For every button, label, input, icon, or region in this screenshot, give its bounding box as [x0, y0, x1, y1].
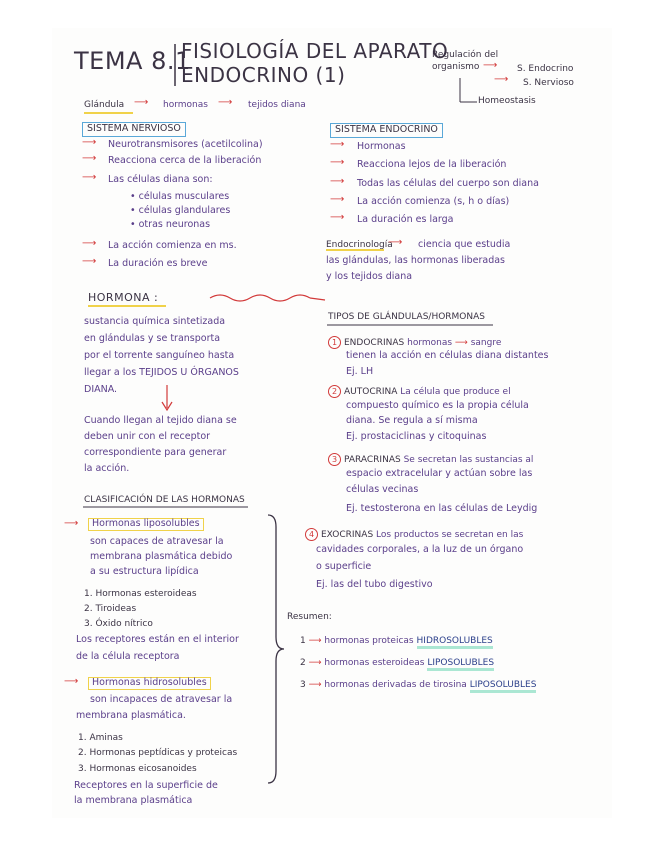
resumen-row: 2 ⟶ hormonas esteroideas LIPOSOLUBLES — [300, 658, 494, 668]
endocrino-item: Hormonas — [357, 141, 406, 152]
hormona-heading: HORMONA : — [88, 291, 159, 304]
arrow-icon: ⟶ — [218, 97, 233, 108]
hormona-def: DIANA. — [84, 384, 118, 395]
arrow-icon: ⟶ — [82, 153, 97, 164]
tema-number: TEMA 8.1 — [74, 47, 191, 75]
title-line2: ENDOCRINO (1) — [181, 63, 346, 87]
lipo-desc: a su estructura lipídica — [90, 566, 199, 577]
arrow-icon: ⟶ — [330, 176, 345, 187]
endo-def: y los tejidos diana — [326, 271, 413, 282]
lipo-list: 3. Óxido nítrico — [84, 619, 153, 629]
arrow-icon: ⟶ — [483, 60, 498, 71]
hormona-def2: la acción. — [84, 463, 130, 474]
chain-tejidos: tejidos diana — [248, 100, 306, 110]
nervioso-item: Las células diana son: — [108, 174, 213, 185]
tipo-desc: espacio extracelular y actúan sobre las — [346, 468, 533, 479]
chain-glandula: Glándula — [84, 100, 125, 110]
tipo-endocrinas: 1 ENDOCRINAS hormonas ⟶ sangre — [328, 336, 501, 349]
tipo-example: Ej. testosterona en las células de Leydig — [346, 503, 538, 514]
endocrino-item: La acción comienza (s, h o días) — [357, 196, 510, 207]
arrow-icon: ⟶ — [64, 518, 79, 529]
nervioso-item2: La duración es breve — [108, 258, 208, 269]
hidro-rec: Receptores en la superficie de — [74, 780, 218, 791]
hidro-desc: son incapaces de atravesar la — [90, 694, 233, 705]
hidro-rec: la membrana plasmática — [74, 795, 193, 806]
lipo-desc: membrana plasmática debido — [90, 551, 233, 562]
arrow-icon: ⟶ — [82, 238, 97, 249]
hormona-def: sustancia química sintetizada — [84, 316, 226, 327]
nervioso-item: Reacciona cerca de la liberación — [108, 155, 262, 166]
tipo-exocrinas: 4 EXOCRINAS Los productos se secretan en las — [305, 528, 523, 541]
arrow-icon: ⟶ — [494, 74, 509, 85]
tipo-desc: o superficie — [316, 561, 372, 572]
classification-brace — [268, 515, 284, 783]
tipo-example: Ej. las del tubo digestivo — [316, 579, 433, 590]
regulacion-line2: organismo — [432, 62, 480, 72]
regulacion-sub2: S. Nervioso — [523, 78, 574, 88]
endocrino-item: La duración es larga — [357, 214, 454, 225]
hormona-def2: Cuando llegan al tejido diana se — [84, 415, 237, 426]
tipo-autocrina: 2 AUTOCRINA La célula que produce el — [328, 385, 511, 398]
homeostasis: Homeostasis — [478, 96, 536, 106]
lipo-label: Hormonas liposolubles — [88, 518, 204, 531]
hormona-def2: deben unir con el receptor — [84, 431, 211, 442]
regulacion-sub1: S. Endocrino — [517, 64, 574, 74]
chain-hormonas: hormonas — [163, 100, 208, 110]
arrow-icon: ⟶ — [388, 237, 403, 248]
arrow-icon: ⟶ — [82, 137, 97, 148]
arrow-icon: ⟶ — [82, 172, 97, 183]
arrow-icon: ⟶ — [330, 212, 345, 223]
clasif-heading: CLASIFICACIÓN DE LAS HORMONAS — [84, 495, 245, 505]
lipo-rec: Los receptores están en el interior — [76, 634, 239, 645]
tipo-desc: tienen la acción en células diana distantes — [346, 350, 549, 361]
arrow-icon: ⟶ — [330, 194, 345, 205]
endocrino-item: Reacciona lejos de la liberación — [357, 159, 507, 170]
nervioso-sub: • otras neuronas — [130, 219, 211, 230]
tipos-heading: TIPOS DE GLÁNDULAS/HORMONAS — [328, 312, 485, 322]
title-line1: FISIOLOGÍA DEL APARATO — [181, 39, 449, 63]
tipo-desc: células vecinas — [346, 484, 419, 495]
resumen-row: 1 ⟶ hormonas proteicas HIDROSOLUBLES — [300, 636, 493, 646]
resumen-row: 3 ⟶ hormonas derivadas de tirosina LIPOSOLUBLES — [300, 680, 536, 690]
hormona-wave-arrow — [210, 295, 310, 301]
nervioso-sub: • células musculares — [130, 191, 230, 202]
arrow-icon: ⟶ — [134, 97, 149, 108]
hormona-def: en glándulas y se transporta — [84, 333, 221, 344]
hormona-def: por el torrente sanguíneo hasta — [84, 350, 235, 361]
endocrino-item: Todas las células del cuerpo son diana — [357, 178, 539, 189]
endo-def: las glándulas, las hormonas liberadas — [326, 255, 506, 266]
nervioso-heading: SISTEMA NERVIOSO — [82, 122, 186, 137]
endocrino-heading: SISTEMA ENDOCRINO — [330, 123, 443, 138]
tipo-example: Ej. prostaciclinas y citoquinas — [346, 431, 487, 442]
lipo-rec: de la célula receptora — [76, 651, 180, 662]
hidro-desc: membrana plasmática. — [76, 710, 186, 721]
hidro-list: 2. Hormonas peptídicas y proteicas — [78, 748, 238, 758]
tipo-example: Ej. LH — [346, 366, 374, 377]
lipo-list: 1. Hormonas esteroideas — [84, 589, 197, 599]
hormona-def: llegar a los TEJIDOS U ÓRGANOS — [84, 367, 239, 378]
hidro-list: 3. Hormonas eicosanoides — [78, 764, 197, 774]
tipo-desc: diana. Se regula a sí misma — [346, 415, 478, 426]
hidro-list: 1. Aminas — [78, 733, 123, 743]
endo-def: ciencia que estudia — [418, 239, 511, 250]
nervioso-item2: La acción comienza en ms. — [108, 240, 237, 251]
resumen-heading: Resumen: — [287, 612, 332, 622]
arrow-icon: ⟶ — [330, 139, 345, 150]
tipo-desc: cavidades corporales, a la luz de un órgano — [316, 544, 524, 555]
lipo-list: 2. Tiroideas — [84, 604, 137, 614]
lipo-desc: son capaces de atravesar la — [90, 536, 224, 547]
tipo-desc: compuesto químico es la propia célula — [346, 400, 529, 411]
hidro-label: Hormonas hidrosolubles — [88, 677, 211, 690]
nervioso-item: Neurotransmisores (acetilcolina) — [108, 139, 263, 150]
endo-term: Endocrinología — [326, 240, 393, 250]
regulacion-line1: Regulación del — [432, 50, 499, 60]
arrow-icon: ⟶ — [330, 157, 345, 168]
nervioso-sub: • células glandulares — [130, 205, 231, 216]
arrow-icon: ⟶ — [64, 676, 79, 687]
arrow-icon: ⟶ — [82, 256, 97, 267]
hormona-def2: correspondiente para generar — [84, 447, 227, 458]
tipo-paracrinas: 3 PARACRINAS Se secretan las sustancias al — [328, 453, 533, 466]
